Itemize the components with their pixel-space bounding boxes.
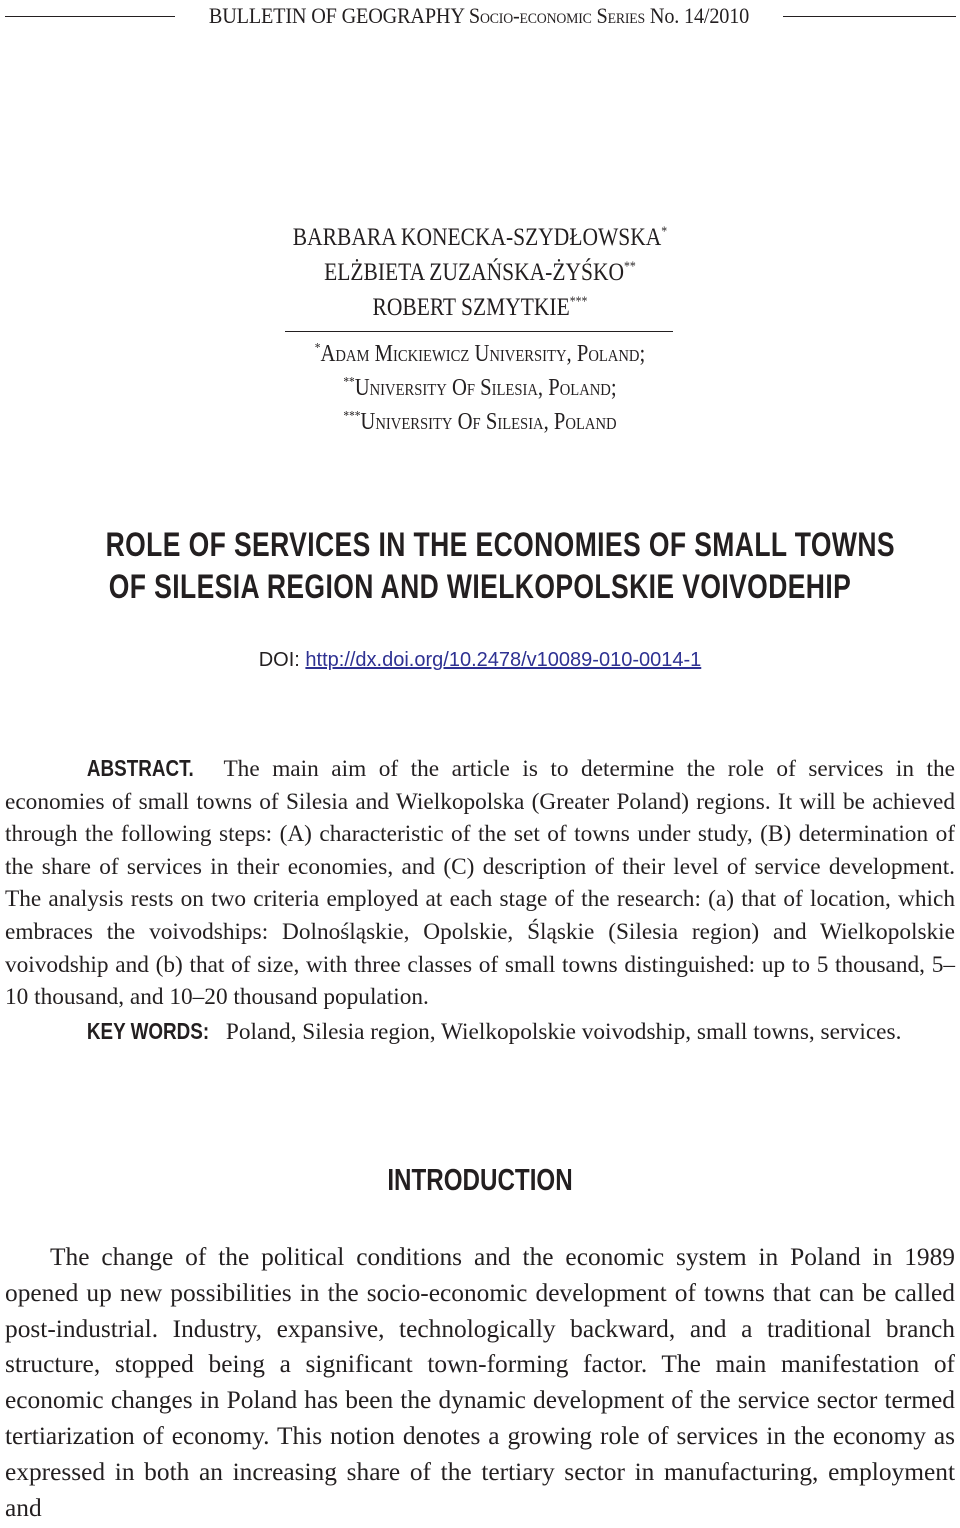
introduction-paragraph: The change of the political conditions and the economic system in Poland in 1989 opened up new possibilities in the socio-economic development of towns that can be called post-industrial. Industry, expansive, technologically backward, and a traditional branch structure, stopped being a significant town-forming factor. The main manifestation of economic changes in Poland has been the dynamic development of the service sector termed tertiarization of economy. This notion denotes a growing role of services in the economy as expressed in both an increasing share of the tertiary sector in manufacturing, employment and	[5, 1243, 955, 1522]
running-header	[0, 0, 960, 36]
article-title	[0, 524, 960, 608]
affiliation-3-text: University Of Silesia, Poland	[360, 409, 617, 435]
header-rule-right	[783, 16, 956, 17]
author-1-name: BARBARA KONECKA-SZYDŁOWSKA	[292, 224, 662, 251]
article-title-line-2: OF SILESIA REGION AND WIELKOPOLSKIE VOIVODEHIP	[108, 568, 852, 606]
affiliation-3	[67, 405, 893, 439]
author-2-name: ELŻBIETA ZUZAŃSKA-ŻYŚKO	[324, 259, 625, 286]
keywords-text: Poland, Silesia region, Wielkopolskie voivodship, small towns, services.	[225, 1018, 902, 1045]
doi-link[interactable]: http://dx.doi.org/10.2478/v10089-010-0014-1	[305, 649, 702, 671]
keywords-label: KEY WORDS:	[86, 1017, 210, 1044]
abstract-paragraph	[5, 752, 955, 1014]
author-3-mark: ***	[569, 293, 588, 309]
article-title-line-1: ROLE OF SERVICES IN THE ECONOMIES OF SMALL TOWNS	[105, 526, 895, 564]
author-list	[0, 220, 960, 325]
introduction-heading: INTRODUCTION	[387, 1162, 573, 1197]
header-rule-left	[5, 16, 175, 17]
abstract-text: The main aim of the article is to determine the role of services in the economies of small towns of Silesia and Wielkopolska (Greater Poland) regions. It will be achieved through the following steps: (A) characteristic of the set of towns under study, (B) determination of the share of services in their economies, and (C) description of their level of service development. The analysis rests on two criteria employed at each stage of the research: (a) that of location, which embraces the voivodships: Dolnośląskie, Opolskie, Śląskie (Silesia region) and Wielkopolskie voivodship and (b) that of size, with three classes of small towns distinguished: up to 5 thousand, 5–10 thousand, and 10–20 thousand population.	[5, 756, 956, 1011]
author-1-mark: *	[661, 223, 668, 239]
author-1	[67, 220, 893, 255]
author-3-name: ROBERT SZMYTKIE	[372, 294, 570, 321]
authors-divider	[285, 331, 673, 332]
journal-title	[209, 3, 750, 29]
affiliation-2	[67, 371, 893, 405]
introduction-body	[5, 1240, 955, 1526]
affiliation-1	[67, 337, 893, 371]
affiliation-1-mark: *	[314, 340, 321, 355]
abstract-label: ABSTRACT.	[86, 755, 194, 781]
journal-series: Socio-economic Series	[468, 3, 646, 28]
journal-issue: No. 14/2010	[649, 3, 750, 28]
author-3	[67, 290, 893, 325]
affiliation-1-text: Adam Mickiewicz University, Poland;	[320, 341, 646, 367]
keywords-paragraph	[5, 1015, 955, 1049]
affiliation-2-text: University Of Silesia, Poland;	[354, 375, 617, 401]
doi-line	[0, 649, 960, 672]
journal-name: BULLETIN OF GEOGRAPHY	[208, 3, 465, 28]
affiliation-3-mark: ***	[343, 408, 361, 423]
affiliation-list	[0, 337, 960, 439]
author-2-mark: **	[624, 258, 636, 274]
doi-label: DOI:	[258, 649, 306, 671]
affiliation-2-mark: **	[343, 374, 355, 389]
author-2	[67, 255, 893, 290]
abstract-section	[5, 752, 955, 1048]
